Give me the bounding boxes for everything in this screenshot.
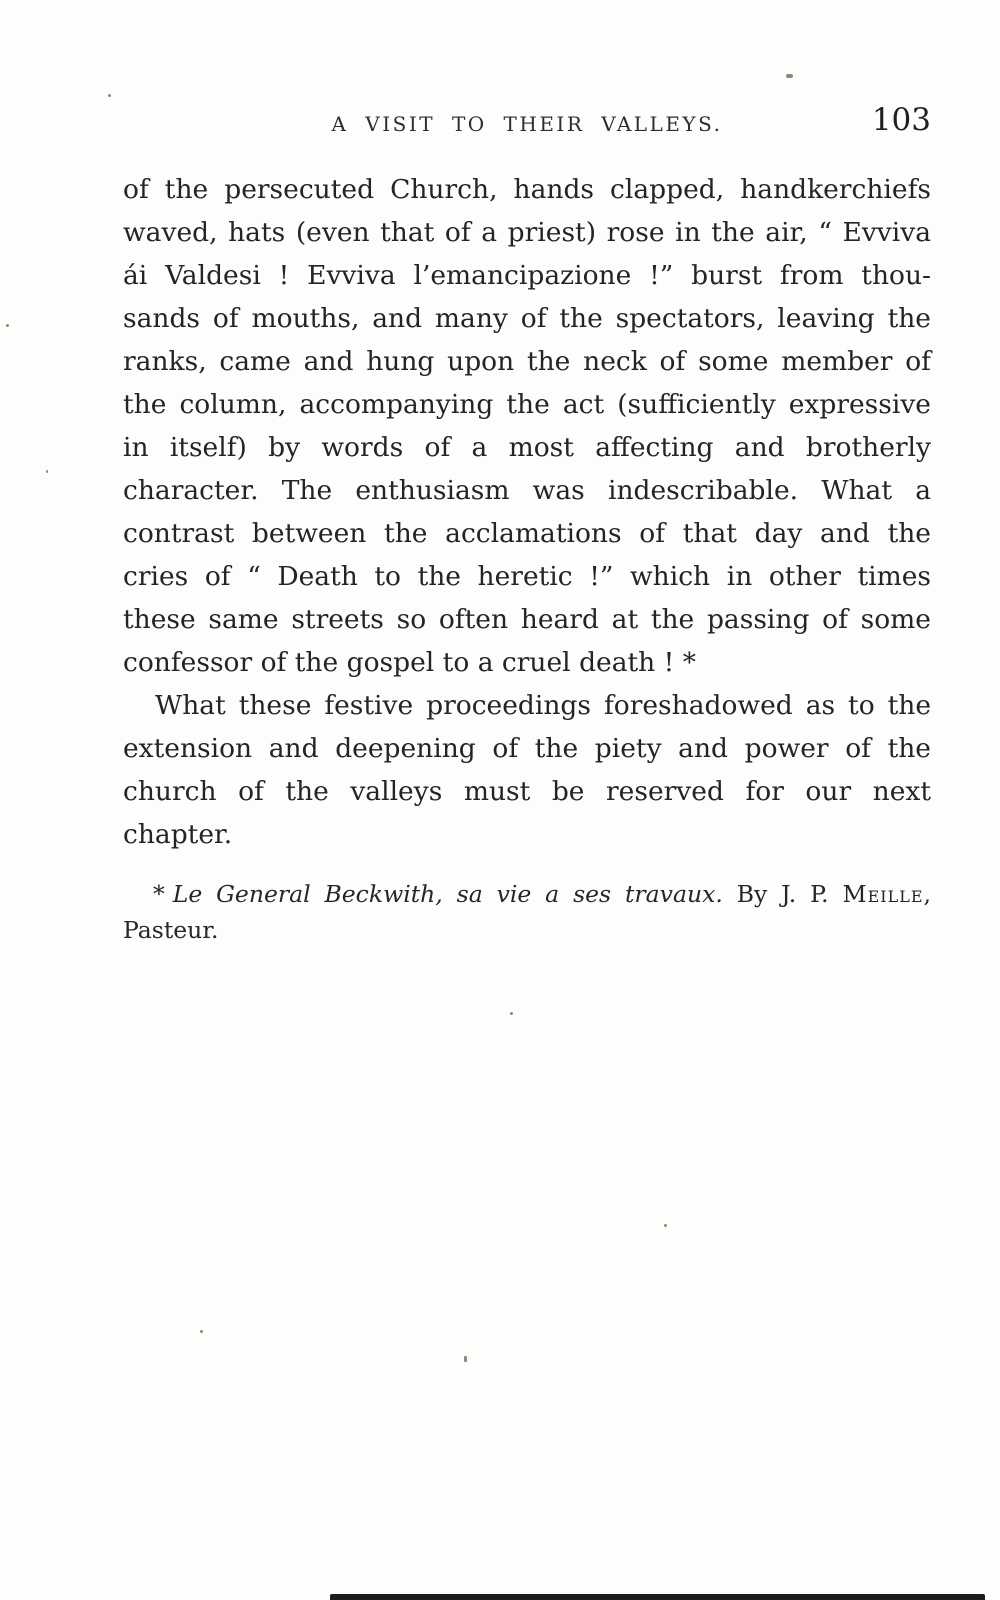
text-line: waved, hats (even that of a priest) rose in the air, “ Evviva bbox=[123, 217, 931, 248]
text-line: of the persecuted Church, hands clapped, handkerchiefs bbox=[123, 174, 931, 205]
footnote-line bbox=[123, 876, 931, 912]
footnote-marker: * bbox=[153, 880, 165, 908]
text-line: extension and deepening of the piety and power of the bbox=[123, 733, 931, 764]
text-line: character. The enthusiasm was indescribable. What a bbox=[123, 475, 931, 506]
body-text bbox=[123, 168, 931, 856]
text-line: church of the valleys must be reserved for our next bbox=[123, 776, 931, 807]
scan-speck bbox=[200, 1330, 203, 1333]
scan-speck bbox=[510, 1012, 513, 1015]
scan-edge-shadow bbox=[330, 1594, 985, 1600]
footnote-title: Le General Beckwith, sa vie a ses travaux. bbox=[172, 880, 723, 908]
text-line: confessor of the gospel to a cruel death ! * bbox=[123, 647, 696, 678]
text-line: ái Valdesi ! Evviva l’emancipazione !” burst from thou- bbox=[123, 260, 931, 291]
footnote-after-author: , bbox=[923, 880, 931, 908]
footnote-by-text: By J. P. bbox=[736, 880, 829, 908]
text-line: chapter. bbox=[123, 819, 233, 850]
text-line: cries of “ Death to the heretic !” which in other times bbox=[123, 561, 931, 592]
running-title: A VISIT TO THEIR VALLEYS. bbox=[331, 112, 723, 136]
text-line: contrast between the acclamations of that day and the bbox=[123, 518, 931, 549]
text-line: in itself) by words of a most affecting and brotherly bbox=[123, 432, 931, 463]
paragraph-2 bbox=[123, 684, 931, 856]
text-line: What these festive proceedings foreshadowed as to the bbox=[155, 690, 931, 721]
running-head bbox=[123, 102, 931, 148]
scan-speck bbox=[664, 1224, 667, 1227]
footnote bbox=[123, 876, 931, 948]
scan-speck bbox=[786, 74, 793, 78]
text-line: the column, accompanying the act (sufficiently expressive bbox=[123, 389, 931, 420]
footnote-author: Meille bbox=[842, 880, 924, 908]
scan-speck bbox=[464, 1356, 467, 1362]
scan-speck bbox=[108, 94, 111, 97]
scan-speck bbox=[46, 470, 48, 473]
text-line: these same streets so often heard at the passing of some bbox=[123, 604, 931, 635]
paragraph-1 bbox=[123, 168, 931, 684]
text-line: sands of mouths, and many of the spectators, leaving the bbox=[123, 303, 931, 334]
footnote-line: Pasteur. bbox=[123, 916, 219, 944]
scan-speck bbox=[6, 324, 9, 327]
text-line: ranks, came and hung upon the neck of some member of bbox=[123, 346, 931, 377]
text-block bbox=[123, 102, 931, 948]
page-number: 103 bbox=[871, 102, 931, 138]
